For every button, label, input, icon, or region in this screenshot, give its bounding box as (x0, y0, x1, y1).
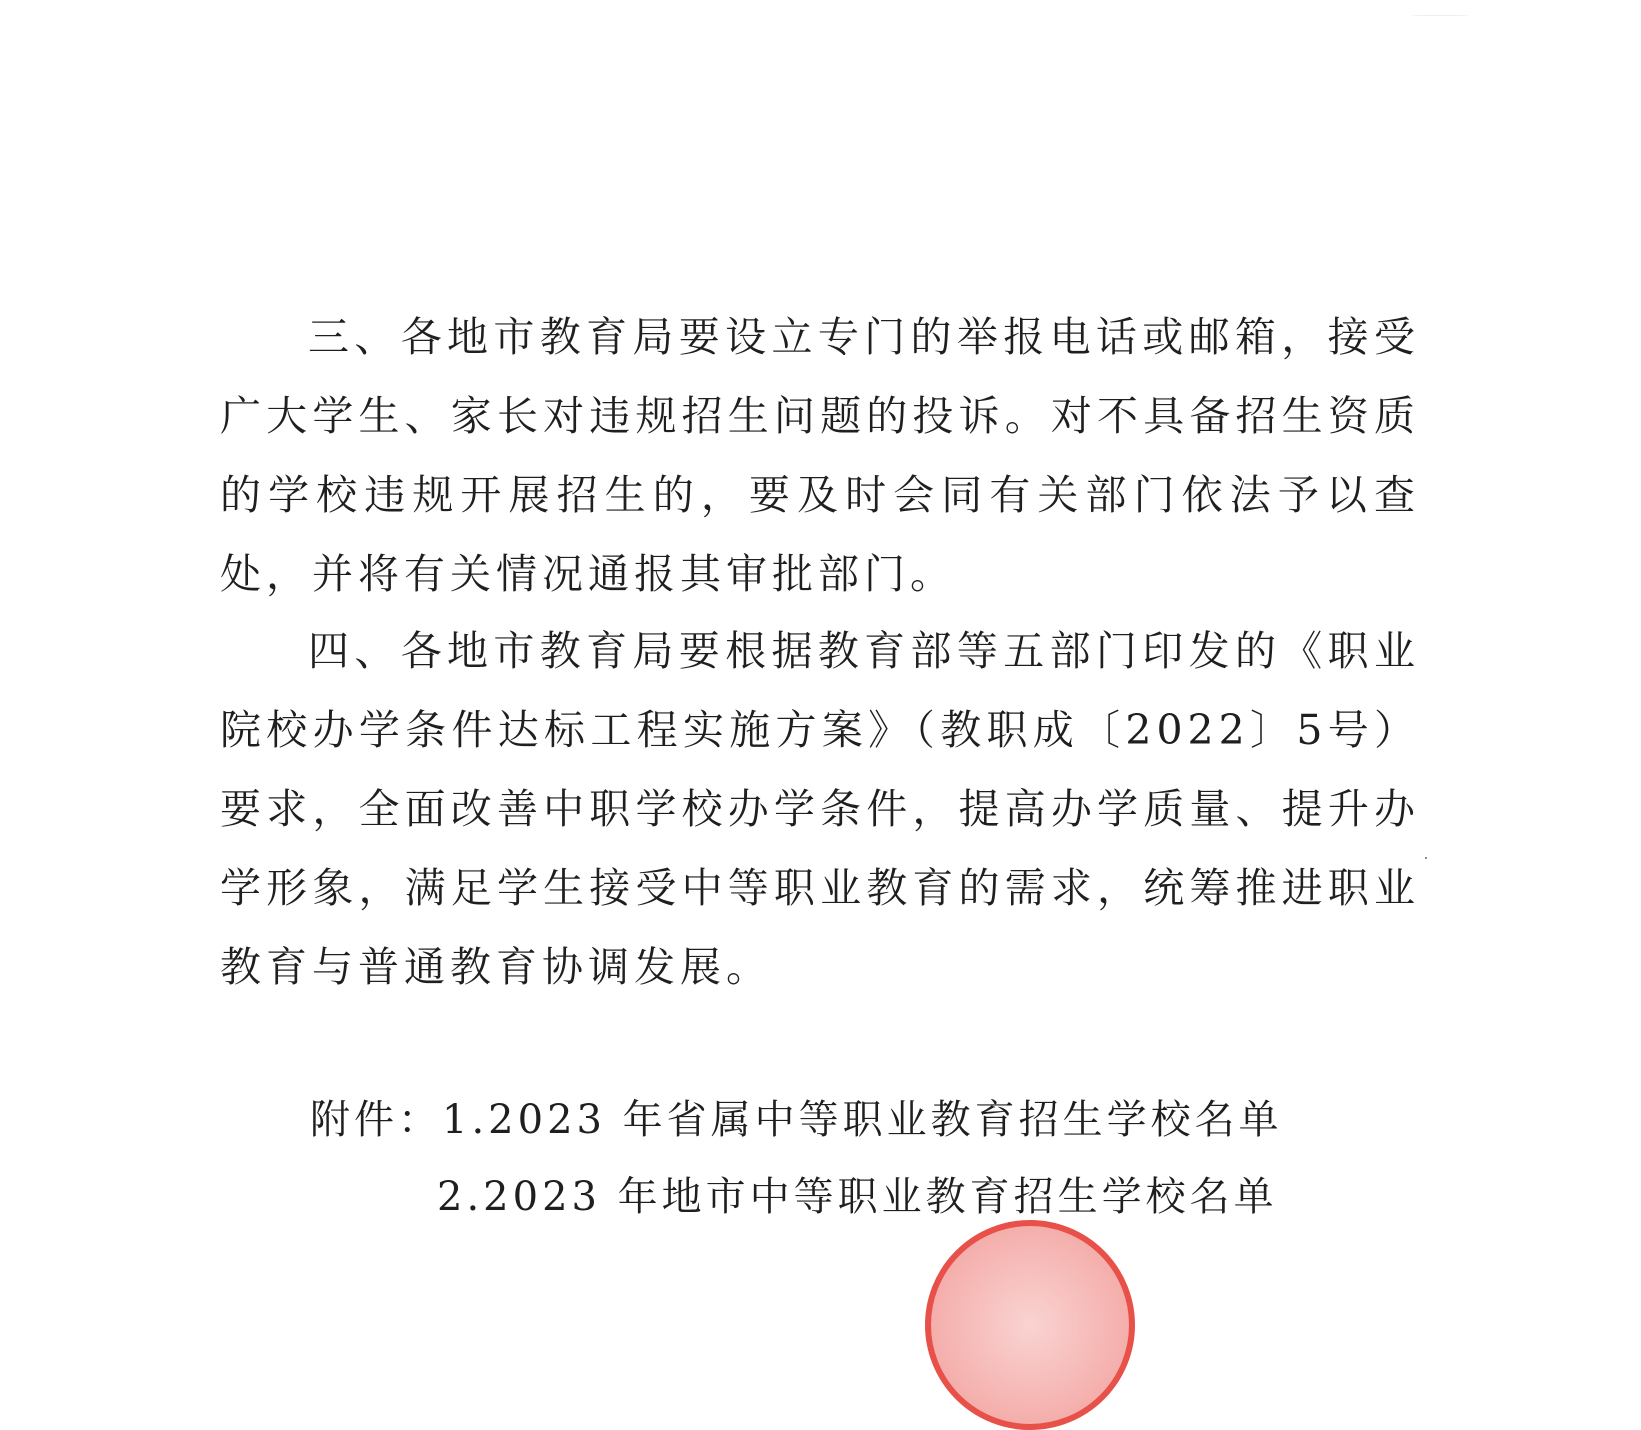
attachment-item-2: 2.2023 年地市中等职业教育招生学校名单 (437, 1174, 1278, 1220)
paragraph-4-text: 四、各地市教育局要根据教育部等五部门印发的《职业院校办学条件达标工程实施方案》（教职成〔2022〕5号）要求，全面改善中职学校办学条件，提高办学质量、提升办学形象，满足学生接受中等职业教育的需求，统筹推进职业教育与普通教育协调发展。 (220, 627, 1420, 991)
official-seal-stamp (925, 1220, 1135, 1430)
scan-mark (1410, 15, 1470, 16)
attachment-line-2 (437, 1165, 1278, 1222)
attachment-item-1: 1.2023 年省属中等职业教育招生学校名单 (442, 1097, 1283, 1143)
paragraph-3 (220, 298, 1420, 614)
scan-speck (1425, 857, 1427, 859)
paragraph-4 (220, 612, 1420, 1007)
attachment-label: 附件： (310, 1097, 442, 1143)
paragraph-3-text: 三、各地市教育局要设立专门的举报电话或邮箱，接受广大学生、家长对违规招生问题的投诉。对不具备招生资质的学校违规开展招生的，要及时会同有关部门依法予以查处，并将有关情况通报其审批部门。 (220, 313, 1420, 598)
attachment-line-1 (310, 1088, 1283, 1145)
